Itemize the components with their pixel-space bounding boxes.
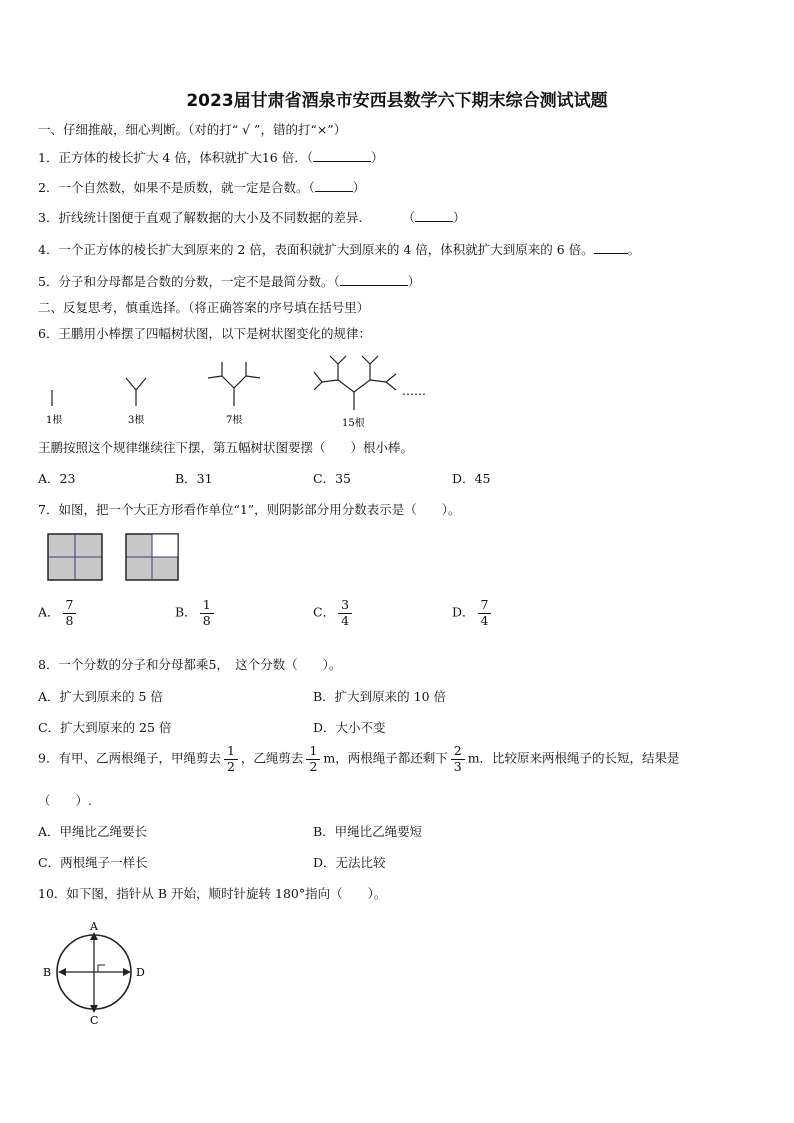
question-1-paren: ） — [370, 150, 384, 165]
question-6-question: 王鹏按照这个规律继续往下摆，第五幅树状图要摆（ ）根小棒。 — [38, 440, 414, 455]
fraction: $\frac{1}{8}$ — [200, 598, 214, 628]
q8-option-c[interactable]: C．扩大到原来的 25 倍 — [38, 720, 172, 735]
tree-4-leaf — [386, 374, 396, 382]
fraction: $\frac{1}{2}$ — [224, 744, 238, 774]
page-title: 2023届甘肃省酒泉市安西县数学六下期末综合测试试题 — [186, 91, 608, 111]
arrow-up-icon — [90, 932, 98, 940]
squares-figure — [46, 532, 186, 582]
question-9-text: 9．有甲、乙两根绳子，甲绳剪去 $\frac{1}{2}$ ，乙绳剪去 $\frac{1}{2}$ m，两根绳子都还剩下 $\frac{2}{3}$ m．比较原来两根绳子的长短，结果是 — [38, 743, 680, 774]
q6-option-b[interactable]: B．31 — [175, 471, 213, 486]
tree-3-twig — [246, 376, 260, 378]
question-1 — [38, 148, 384, 166]
tree-2-branch — [136, 378, 146, 390]
answer-blank[interactable] — [340, 273, 408, 286]
dial-label-b: B — [43, 966, 52, 979]
q9-option-a[interactable]: A．甲绳比乙绳要长 — [38, 824, 148, 839]
tree-4-twig — [370, 380, 386, 382]
fraction: $\frac{3}{4}$ — [338, 598, 352, 628]
question-6-text: 6．王鹏用小棒摆了四幅树状图，以下是树状图变化的规律： — [38, 326, 371, 341]
q8-option-d[interactable]: D．大小不变 — [313, 720, 386, 735]
tree-4-leaf — [314, 372, 322, 382]
tree-1-label: 1根 — [46, 415, 63, 426]
question-3-text: 3．折线统计图便于直观了解数据的大小及不同数据的差异. — [38, 210, 363, 225]
dial-label-c: C — [90, 1014, 99, 1027]
tree-4-leaf — [330, 356, 338, 364]
question-3-paren-open: （ — [402, 210, 415, 225]
fraction: $\frac{7}{8}$ — [63, 598, 77, 628]
q9-option-d[interactable]: D．无法比较 — [313, 855, 386, 870]
question-4-text: 4．一个正方体的棱长扩大到原来的 2 倍，表面积就扩大到原来的 4 倍，体积就扩大到原来的 6 倍。 — [38, 242, 594, 257]
tree-pattern-figure — [38, 348, 458, 430]
tree-4-leaf — [362, 356, 370, 364]
square-2 — [126, 534, 178, 580]
arrow-right-icon — [123, 968, 131, 976]
dial-label-a: A — [90, 920, 98, 933]
tree-4-leaf — [370, 356, 378, 364]
question-2-paren: ） — [352, 180, 366, 195]
answer-blank[interactable] — [315, 179, 353, 192]
tree-2-branch — [126, 378, 136, 390]
q6-option-a[interactable]: A．23 — [38, 471, 76, 486]
q7-option-a[interactable]: A． $\frac{7}{8}$ — [38, 598, 79, 628]
fraction: $\frac{7}{4}$ — [478, 598, 492, 628]
fraction: $\frac{1}{2}$ — [306, 744, 320, 774]
question-1-text: 1．正方体的棱长扩大 4 倍，体积就扩大16 倍．（ — [38, 150, 313, 165]
answer-blank[interactable] — [415, 209, 453, 222]
arrow-left-icon — [58, 968, 66, 976]
question-2-text: 2．一个自然数，如果不是质数，就一定是合数。（ — [38, 180, 315, 195]
tree-4-branch — [354, 380, 370, 392]
q8-option-a[interactable]: A．扩大到原来的 5 倍 — [38, 689, 163, 704]
answer-blank[interactable] — [313, 149, 371, 162]
question-4-end: 。 — [627, 242, 641, 257]
tree-3-twig — [208, 376, 222, 378]
question-10-text: 10．如下图，指针从 B 开始，顺时针旋转 180°指向（ ）。 — [38, 886, 387, 901]
tree-3-branch — [222, 376, 234, 388]
question-4 — [38, 240, 640, 258]
question-9-answer-line: （ ）. — [38, 793, 92, 808]
q7-option-c[interactable]: C． $\frac{3}{4}$ — [313, 598, 355, 628]
q6-option-d[interactable]: D．45 — [452, 471, 491, 486]
question-5 — [38, 272, 420, 290]
tree-4-leaf — [314, 382, 322, 390]
q7-option-d[interactable]: D． $\frac{7}{4}$ — [452, 598, 494, 628]
q7-option-b[interactable]: B． $\frac{1}{8}$ — [175, 598, 217, 628]
dial-figure — [40, 918, 150, 1028]
q9-option-b[interactable]: B．甲绳比乙绳要短 — [313, 824, 423, 839]
question-5-text: 5．分子和分母都是合数的分数，一定不是最简分数。（ — [38, 274, 340, 289]
answer-blank[interactable] — [594, 241, 628, 254]
tree-4-leaf — [386, 382, 396, 390]
q8-option-b[interactable]: B．扩大到原来的 10 倍 — [313, 689, 447, 704]
question-8-text: 8．一个分数的分子和分母都乘5， 这个分数（ ）。 — [38, 657, 342, 672]
tree-2-label: 3根 — [128, 415, 145, 426]
dial-label-d: D — [136, 966, 145, 979]
right-angle-icon — [98, 965, 105, 972]
q6-option-c[interactable]: C．35 — [313, 471, 351, 486]
q9-option-c[interactable]: C．两根绳子一样长 — [38, 855, 148, 870]
tree-ellipsis: …… — [402, 384, 426, 398]
section-1-heading: 一、仔细推敲，细心判断。（对的打“ √ ”，错的打“×”） — [38, 122, 347, 137]
fraction: $\frac{2}{3}$ — [451, 744, 465, 774]
tree-4-leaf — [338, 356, 346, 364]
question-7-text: 7．如图，把一个大正方形看作单位“1”，则阴影部分用分数表示是（ ）。 — [38, 502, 461, 517]
tree-4-twig — [322, 380, 338, 382]
tree-4-label: 15根 — [342, 418, 365, 429]
tree-4-branch — [338, 380, 354, 392]
question-5-paren: ） — [407, 274, 421, 289]
question-3 — [38, 208, 465, 226]
square-1 — [48, 534, 102, 580]
question-3-paren: ） — [452, 210, 466, 225]
tree-3-branch — [234, 376, 246, 388]
question-2 — [38, 178, 365, 196]
tree-3-label: 7根 — [226, 415, 243, 426]
section-2-heading: 二、反复思考，慎重选择。（将正确答案的序号填在括号里） — [38, 300, 370, 315]
